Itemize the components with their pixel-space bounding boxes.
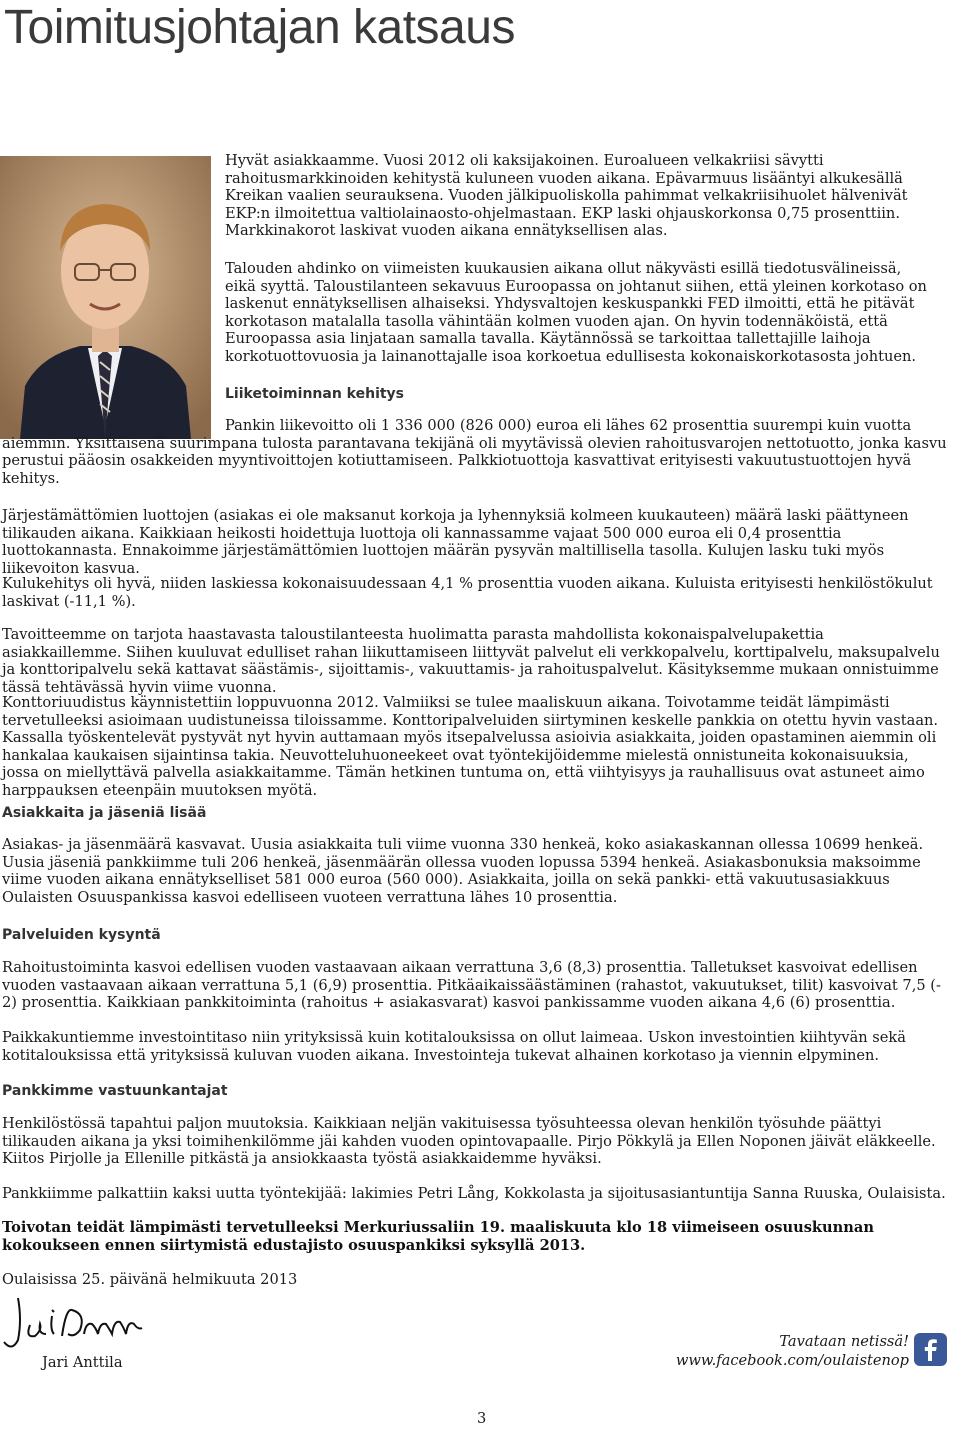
handwritten-signature	[0, 1290, 150, 1356]
promo-tagline: Tavataan netissä!	[779, 1333, 909, 1350]
page-number: 3	[477, 1410, 487, 1427]
intro-paragraph-2: Talouden ahdinko on viimeisten kuukausien aikana ollut näkyvästi esillä tiedotusvälineissä, eikä syyttä. Taloustilanteen sekavuus Euroopassa on johtanut siihen, että yleinen korkotaso on laskenut ennätyksellisen alhaiseksi. Yhdysvaltojen keskuspankki FED ilmoitti, että he pitävät korkotason matalalla tasolla vähintään kolmen vuoden ajan. On hyvin todennäköistä, että Euroopassa asia linjataan samalla tavalla. Käytännössä se tarkoittaa tallettajille laihoja korkotuottovuosia ja lainanottajalle isoa korkoetua edullisesta kokonaiskorkotasosta johtuen.	[225, 260, 927, 365]
palvelut-paragraph-2: Paikkakuntiemme investointitaso niin yrityksissä kuin kotitalouksissa on ollut laimeaa. Uskon investointien kiihtyvän sekä kotitalouksissa että yrityksissä kuluvan vuoden aikana. Investointeja tukevat alhainen korkotaso ja viennin elpyminen.	[2, 1029, 906, 1064]
liiketoiminta-paragraph-5: Konttoriuudistus käynnistettiin loppuvuonna 2012. Valmiiksi se tulee maaliskuun aikana. Toivotamme teidät lämpimästi tervetulleeksi asioimaan uudistuneissa tiloissamme. Konttoripalveluiden siirtyminen keskelle pankkia on otettu hyvin vastaan. Kassalla työskentelevät pystyvät nyt hyvin auttamaan myös itsepalvelussa asioivia asiakkaita, joiden opastaminen aiemmin oli hankalaa kaukaisen sijaintinsa takia. Neuvotteluhuoneekeet ovat työntekijöidemme mielestä onnistuneita kokonaisuuksia, jossa on miellyttävä palvella asiakkaitamme. Tämän hetkinen tuntuma on, että viihtyisyys ja rauhallisuus ovat astuneet aimo harppauksen eteenpäin muutoksen myötä.	[2, 694, 939, 799]
facebook-link[interactable]: www.facebook.com/oulaistenop	[675, 1352, 909, 1369]
meeting-invitation: Toivotan teidät lämpimästi tervetulleeksi Merkuriussaliin 19. maaliskuuta klo 18 viimeiseen osuuskunnan kokoukseen ennen siirtymistä edustajisto osuuspankiksi syksyllä 2013.	[2, 1219, 874, 1254]
signer-name: Jari Anttila	[42, 1354, 123, 1371]
section-heading-palvelut: Palveluiden kysyntä	[2, 927, 161, 943]
section-heading-asiakkaita: Asiakkaita ja jäseniä lisää	[2, 805, 207, 821]
liiketoiminta-paragraph-4: Tavoitteemme on tarjota haastavasta taloustilanteesta huolimatta parasta mahdollista kokonaispalvelupakettia asiakkaillemme. Siihen kuuluvat edulliset rahan liikuttamiseen liittyvät palvelut eli verkkopalvelu, korttipalvelu, maksupalvelu ja konttoripalvelu sekä kattavat säästämis-, sijoittamis-, vakuuttamis- ja rahoituspalvelut. Käsityksemme mukaan onnistuimme tässä tehtävässä hyvin viime vuonna.	[2, 626, 940, 696]
facebook-icon[interactable]	[914, 1333, 947, 1366]
intro-paragraph-1: Hyvät asiakkaamme. Vuosi 2012 oli kaksijakoinen. Euroalueen velkakriisi sävytti rahoitusmarkkinoiden kehitystä kuluneen vuoden aikana. Epävarmuus lisääntyi alkukesällä Kreikan vaalien seurauksena. Vuoden jälkipuoliskolla pahimmat velkakriisihuolet hälvenivät EKP:n ilmoitettua valtiolainaosto-ohjelmastaan. EKP laski ohjauskorkonsa 0,75 prosenttiin. Markkinakorot laskivat vuoden aikana ennätyksellisen alas.	[225, 152, 908, 239]
ceo-portrait	[0, 156, 211, 439]
palvelut-paragraph-1: Rahoitustoiminta kasvoi edellisen vuoden vastaavaan aikaan verrattuna 3,6 (8,3) prosenttia. Talletukset kasvoivat edellisen vuoden vastaavaan aikaan verrattuna 5,1 (6,9) prosenttia. Pitkäaikaissäästäminen (rahastot, vakuutukset, tilit) kasvoivat 7,5 (- 2) prosenttia. Kaikkiaan pankkitoiminta (rahoitus + asiakasvarat) kasvoi pankissamme vuoden aikana 4,6 (6) prosenttia.	[2, 959, 941, 1011]
place-and-date: Oulaisissa 25. päivänä helmikuuta 2013	[2, 1271, 298, 1288]
liiketoiminta-paragraph-3: Kulukehitys oli hyvä, niiden laskiessa kokonaisuudessaan 4,1 % prosenttia vuoden aikana. Kuluista erityisesti henkilöstökulut laskivat (-11,1 %).	[2, 575, 933, 610]
section-heading-liiketoiminta: Liiketoiminnan kehitys	[225, 386, 405, 402]
section-heading-vastuunkantajat: Pankkimme vastuunkantajat	[2, 1083, 228, 1099]
vastuunkantajat-paragraph-1: Henkilöstössä tapahtui paljon muutoksia. Kaikkiaan neljän vakituisessa työsuhteessa olevan henkilön työsuhde päättyi tilikauden aikana ja yksi toimihenkilömme jäi kahden vuoden opintovapaalle. Pirjo Pökkylä ja Ellen Noponen jäivät eläkkeelle. Kiitos Pirjolle ja Ellenille pitkästä ja ansiokkaasta työstä asiakkaidemme hyväksi.	[2, 1115, 936, 1167]
liiketoiminta-paragraph-1: Pankin liikevoitto oli 1 336 000 (826 000) euroa eli lähes 62 prosenttia suurempi kuin vuotta aiemmin. Yksittäisenä suurimpana tulosta parantavana tekijänä oli myytävissä olevien rahoitusvarojen nettotuotto, jonka kasvu perustui pääosin osakkeiden myyntivoittojen kotiuttamiseen. Palkkiotuottoja kasvattivat erityisesti vakuutustuottojen hyvä kehitys.	[2, 417, 947, 487]
asiakkaita-paragraph-1: Asiakas- ja jäsenmäärä kasvavat. Uusia asiakkaita tuli viime vuonna 330 henkeä, koko asiakaskannan ollessa 10699 henkeä. Uusia jäseniä pankkiimme tuli 206 henkeä, jäsenmäärän ollessa vuoden lopussa 5394 henkeä. Asiakasbonuksia maksoimme viime vuoden aikana ennätykselliset 581 000 euroa (560 000). Asiakkaita, joilla on sekä pankki- että vakuutusasiakkuus Oulaisten Osuuspankissa kasvoi edelliseen vuoteen verrattuna lähes 10 prosenttia.	[2, 836, 924, 906]
vastuunkantajat-paragraph-2: Pankkiimme palkattiin kaksi uutta työntekijää: lakimies Petri Lång, Kokkolasta ja sijoitusasiantuntija Sanna Ruuska, Oulaisista.	[2, 1185, 946, 1202]
liiketoiminta-paragraph-2: Järjestämättömien luottojen (asiakas ei ole maksanut korkoja ja lyhennyksiä kolmeen kuukauteen) määrä laski päättyneen tilikauden aikana. Kaikkiaan heikosti hoidettuja luottoja oli kannassamme vajaat 500 000 euroa eli 0,4 prosenttia luottokannasta. Ennakoimme järjestämättömien luottojen määrän pysyvän maltillisella tasolla. Kulujen lasku tuki myös liikevoiton kasvua.	[2, 507, 909, 577]
page-title: Toimitusjohtajan katsaus	[4, 1, 515, 54]
